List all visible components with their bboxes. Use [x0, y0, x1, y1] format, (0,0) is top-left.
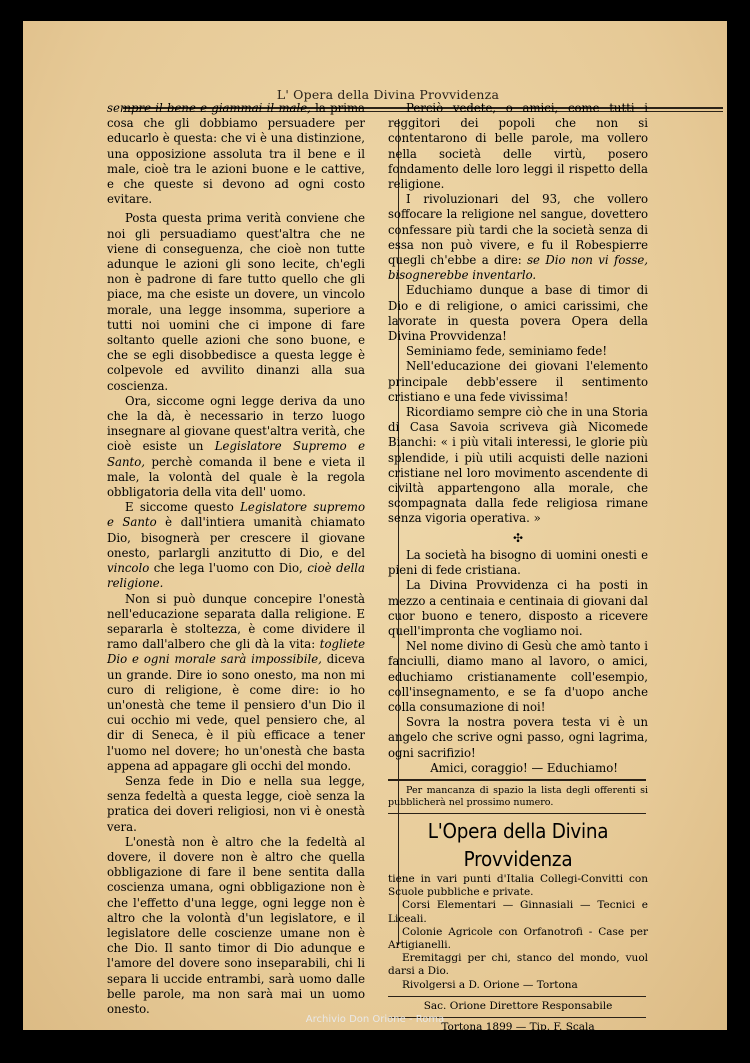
right-column [388, 101, 648, 1034]
paragraph: Ora, siccome ogni legge deriva da uno che la dà, è necessario in terzo luogo insegnare al giovane quest'altra verità, che cioè esiste un Legislatore Supremo e Santo, perchè comanda il bene e vieta il male, la volontà del quale è la regola obbligatoria della vita dell' uomo. [107, 393, 366, 500]
advert-line: Colonie Agricole con Orfanotrofi - Case per Artigianelli. [388, 925, 648, 951]
archive-caption: Archivio Don Orione - Roma [305, 1014, 445, 1025]
section-rule [388, 779, 646, 781]
paragraph: Educhiamo dunque a base di timor di Dio e di religione, o amici carissimi, che lavorate in questa povera Opera della Divina Provvidenza! [388, 283, 648, 344]
advert-line: Eremitaggi per chi, stanco del mondo, vuol darsi a Dio. [388, 952, 648, 978]
closing-line: Amici, coraggio! — Educhiamo! [430, 760, 618, 775]
paragraph: Non si può dunque concepire l'onestà nell'educazione separata dalla religione. E separarla è stoltezza, è come dividere il ramo dall'albero che gli dà la vita: togliete Dio e ogni morale sarà impossibile, diceva un grande. Dire io sono onesto, ma non mi curo di religione, è come dire: io ho un'onestà che teme il pensiero d'un Dio il cui occhio mi vede, quel pensiero che, al dir di Seneca, è il più efficace a tener l'uomo nel dovere; ho un'onestà che basta appena ad appagare gli occhi del mondo. [107, 591, 365, 773]
section-rule [388, 813, 646, 814]
paragraph: Nell'educazione dei giovani l'elemento principale debb'essere il sentimento cristiano e una fede vivissima! [388, 359, 648, 404]
page-header-title: L' Opera della Divina Provvidenza [276, 87, 500, 102]
paragraph: I rivoluzionari del 93, che vollero soffocare la religione nel sangue, dovettero confessare più tardi che la società senza di essa non può vivere, e fu il Robespierre quegli ch'ebbe a dire: se Dio non vi fosse, bisognerebbe inventarlo. [388, 192, 648, 283]
advert-title: L'Opera della Divina Provvidenza [427, 818, 609, 871]
printer-line: Tortona 1899 — Tip. F. Scala [441, 1020, 595, 1033]
paragraph: Nel nome divino di Gesù che amò tanto i fanciulli, diamo mano al lavoro, o amici, educhiamo cristianamente coll'esempio, coll'insegnamento, e se fa d'uopo anche colla consumazione di noi! [388, 639, 648, 714]
left-column [107, 101, 365, 1017]
advert-line: Corsi Elementari — Ginnasiali — Tecnici e Liceali. [388, 899, 648, 925]
paragraph: La Divina Provvidenza ci ha posti in mezzo a centinaia e centinaia di giovani dal cuor buono e tenero, disposto a ricevere quell'impronta che vogliamo noi. [388, 578, 648, 638]
advertisement [388, 873, 648, 992]
paragraph: Posta questa prima verità conviene che noi gli persuadiamo quest'altra che ne viene di conseguenza, che cioè non tutte adunque le azioni gli sono lecite, ch'egli non è padrone di fare tutto quello che gli piace, ma che esiste un dovere, un vincolo morale, una legge insomma, superiore a tutti noi uomini che ci impone di fare soltanto quelle azioni che sono buone, e che se egli disobbedisce a questa legge è colpevole ed avvilito dinanzi alla sua coscienza. [107, 211, 365, 393]
paragraph: L'onestà non è altro che la fedeltà al dovere, il dovere non è altro che quella obbligazione di fare il bene sentita dalla coscienza umana, ogni obbligazione non è che l'effetto d'una legge, ogni legge non è altro che la volontà d'un legislatore, e il legislatore delle coscienze umane non è che Dio. Il santo timor di Dio adunque e l'amore del dovere sono inseparabili, chi li separa li uccide entrambi, sarà uomo dalle belle parole, ma non sarà mai un uomo onesto. [107, 834, 365, 1016]
advert-line: tiene in vari punti d'Italia Collegi-Convitti con Scuole pubbliche e private. [388, 872, 648, 899]
advert-line: Rivolgersi a D. Orione — Tortona [402, 978, 578, 991]
paragraph: sempre il bene e giammai il male, la prima cosa che gli dobbiamo persuadere per educarlo è questa: che vi è una distinzione, una opposizione assoluta tra il bene e il male, cioè tra le azioni buone e le cattive, e che queste si devono ad ogni costo evitare. [107, 101, 366, 207]
section-rule [388, 996, 646, 997]
paragraph: La società ha bisogno di uomini onesti e pieni di fede cristiana. [388, 547, 648, 578]
paragraph: Ricordiamo sempre ciò che in una Storia di Casa Savoia scriveva già Nicomede Bianchi: « i più vitali interessi, le glorie più splendide, i più utili acquisti delle nazioni cristiane nel loro movimento ascendente di civiltà appartengono alla morale, che scompagnata dalla fede religiosa rimane senza vigoria operativa. » [388, 405, 648, 526]
paragraph: Senza fede in Dio e nella sua legge, senza fedeltà a questa legge, cioè senza la pratica dei doveri religiosi, non vi è onestà vera. [107, 773, 365, 834]
offerings-note: Per mancanza di spazio la lista degli offerenti si pubblicherà nel prossimo numero. [388, 784, 648, 808]
ornament-separator: ✣ [512, 530, 524, 545]
paragraph: Perciò vedete, o amici, come tutti i reggitori dei popoli che non si contentarono di belle parole, ma vollero nella società delle virtù, posero fondamento delle loro leggi il rispetto della religione. [388, 101, 648, 192]
paragraph: Sovra la nostra povera testa vi è un angelo che scrive ogni passo, ogni lagrima, ogni sacrifizio! [388, 715, 648, 760]
director-line: Sac. Orione Direttore Responsabile [423, 999, 613, 1012]
paragraph: Seminiamo fede, seminiamo fede! [406, 344, 608, 359]
paragraph: E siccome questo Legislatore supremo e Santo è dall'intiera umanità chiamato Dio, bisognerà per crescere il giovane onesto, parlargli anzitutto di Dio, e del vincolo che lega l'uomo con Dio, cioè della religione. [107, 500, 365, 591]
